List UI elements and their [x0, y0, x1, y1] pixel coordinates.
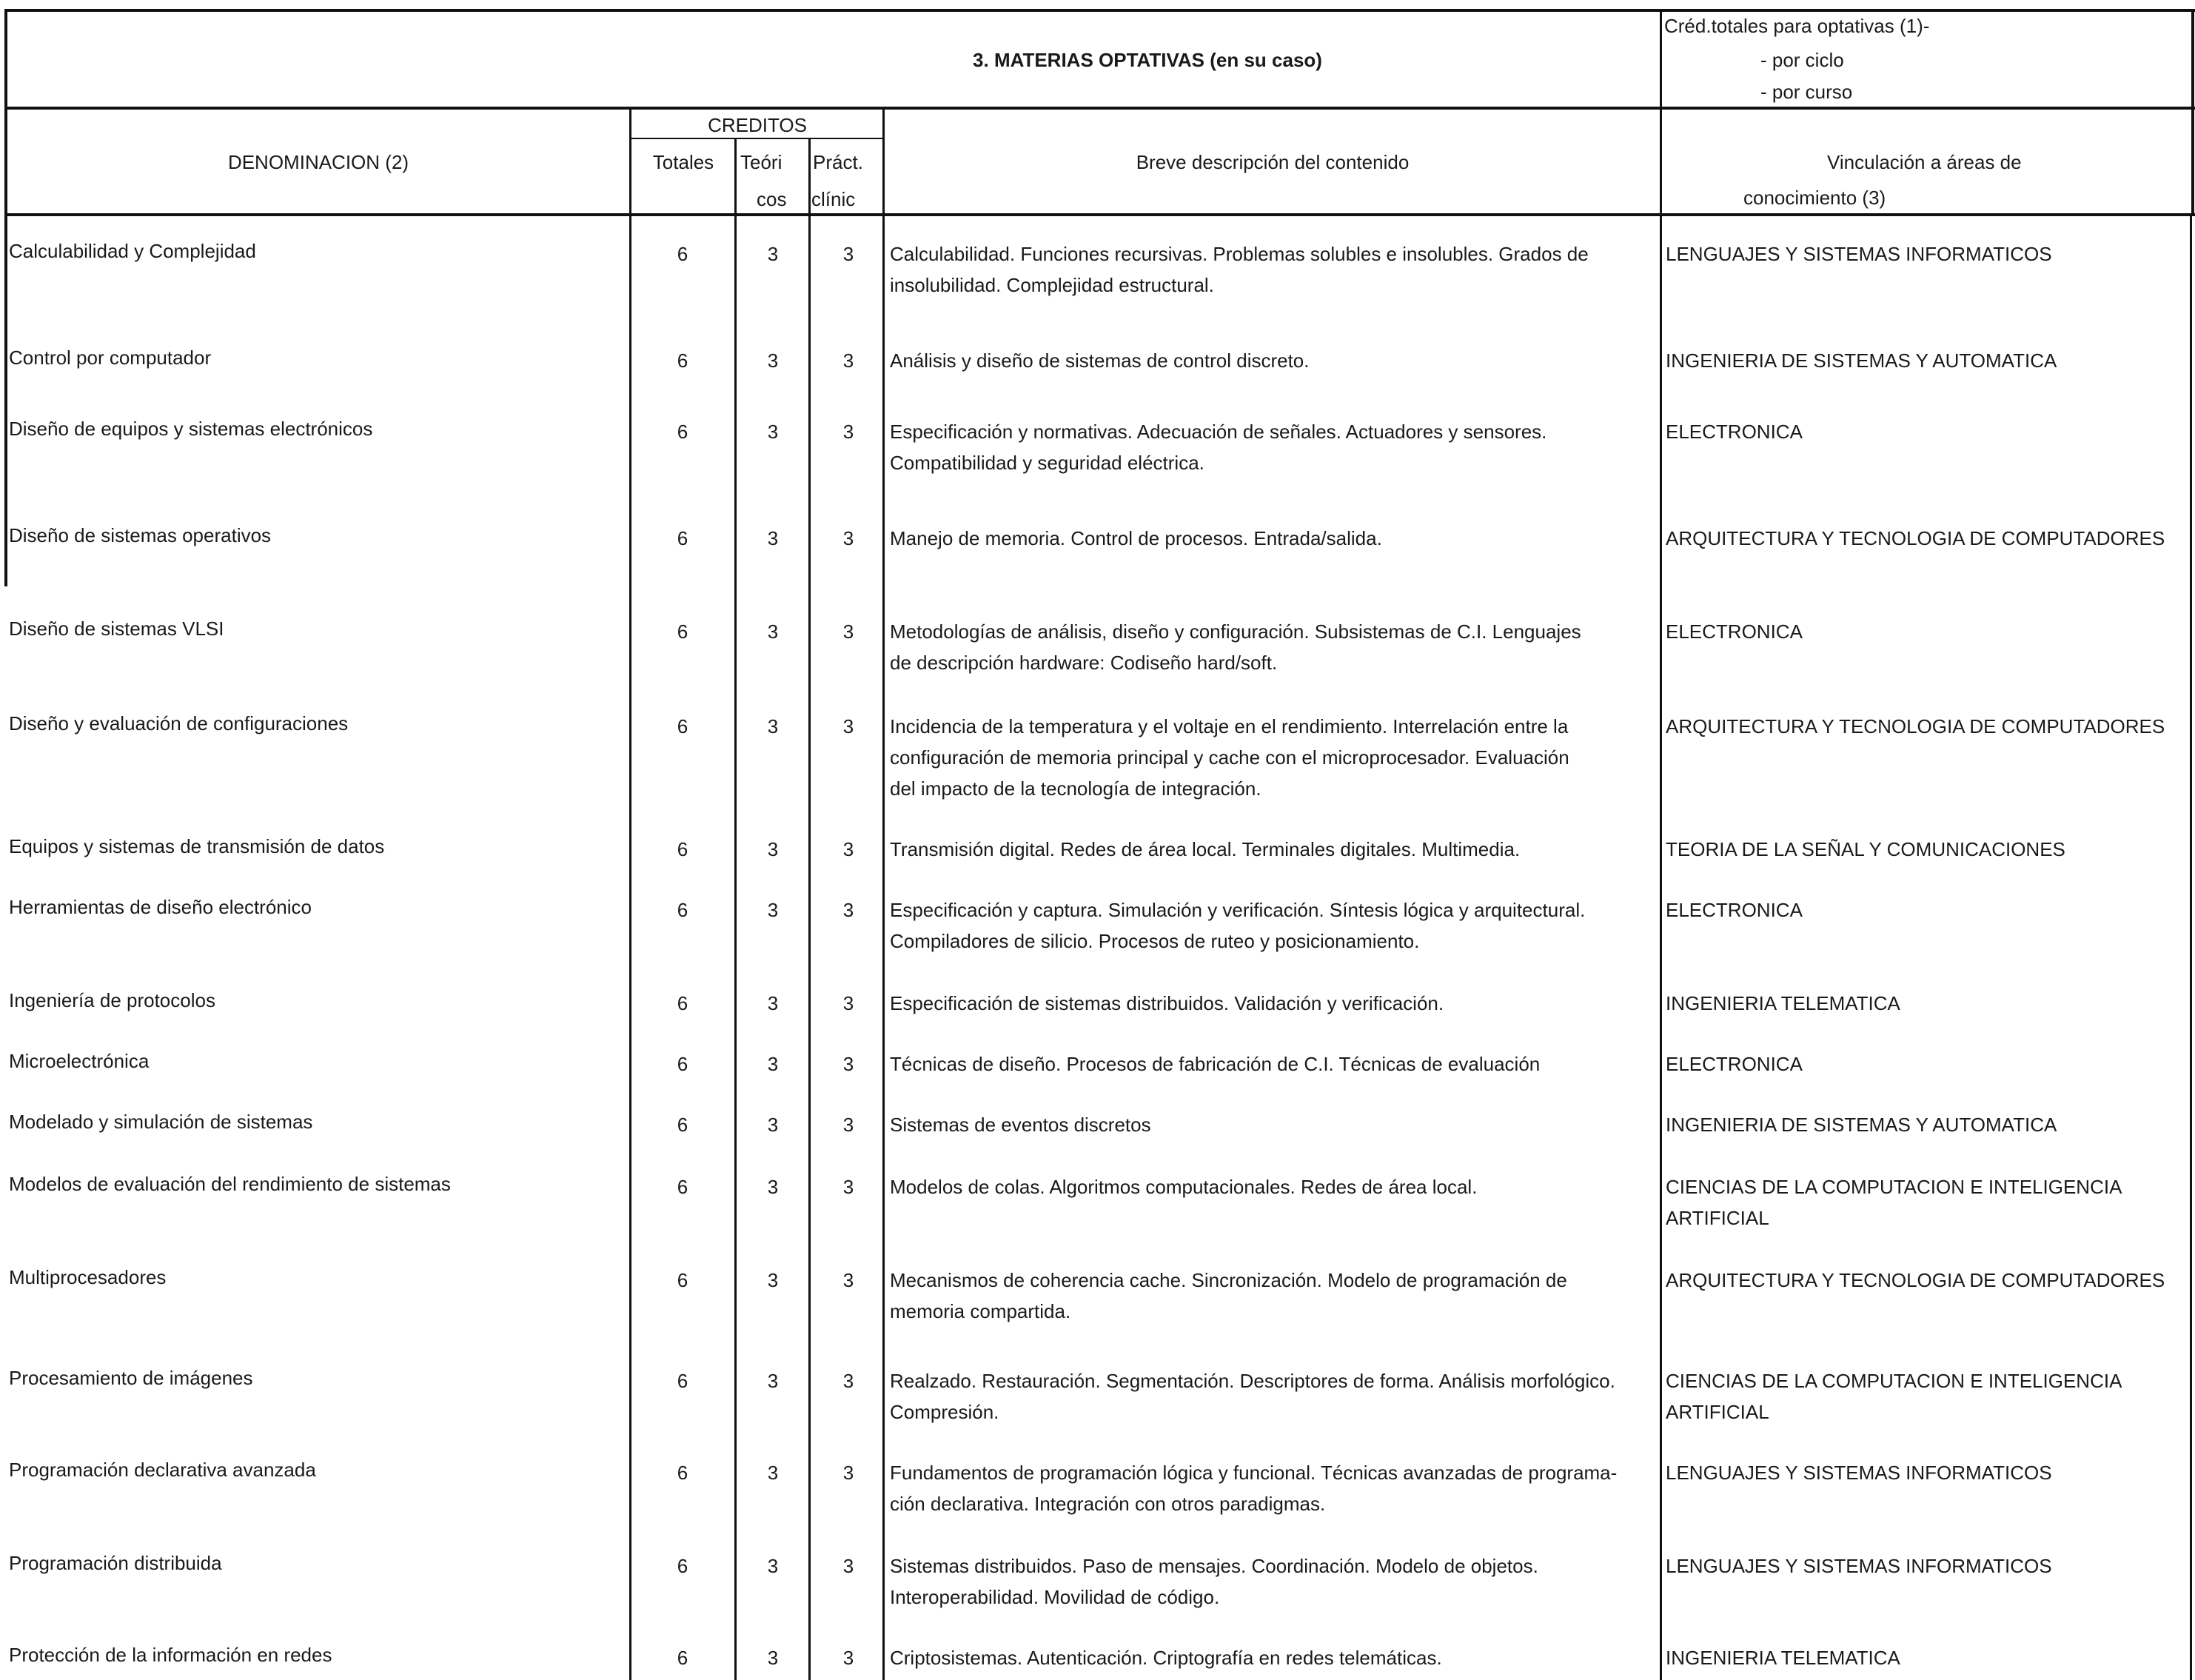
row-teoricos: 3: [767, 1370, 779, 1392]
row-area-line: ELECTRONICA: [1666, 1053, 1803, 1075]
row-totales: 6: [677, 992, 688, 1014]
row-denominacion: Equipos y sistemas de transmisión de datos: [9, 835, 385, 857]
row-area-line: LENGUAJES Y SISTEMAS INFORMATICOS: [1666, 1462, 2052, 1484]
row-totales: 6: [677, 243, 688, 265]
row-teoricos: 3: [767, 992, 779, 1014]
row-descripcion-line: Interoperabilidad. Movilidad de código.: [890, 1586, 1220, 1608]
row-descripcion-line: configuración de memoria principal y cache con el microprocesador. Evaluación: [890, 746, 1569, 769]
row-denominacion: Ingeniería de protocolos: [9, 989, 215, 1011]
row-practicos: 3: [842, 715, 854, 737]
row-totales: 6: [677, 899, 688, 921]
col-denominacion: DENOMINACION (2): [227, 151, 409, 173]
row-practicos: 3: [842, 527, 854, 549]
row-descripcion-line: memoria compartida.: [890, 1300, 1071, 1322]
row-teoricos: 3: [767, 1462, 779, 1484]
col-descripcion: Breve descripción del contenido: [1136, 151, 1410, 173]
row-descripcion-line: insolubilidad. Complejidad estructural.: [890, 274, 1214, 296]
row-teoricos: 3: [767, 1647, 779, 1669]
row-area-line: ARQUITECTURA Y TECNOLOGIA DE COMPUTADORES: [1666, 715, 2165, 737]
row-area-line: LENGUAJES Y SISTEMAS INFORMATICOS: [1666, 1555, 2052, 1577]
row-descripcion-line: Especificación de sistemas distribuidos. Validación y verificación.: [890, 992, 1444, 1014]
row-denominacion: Protección de la información en redes: [9, 1644, 332, 1666]
row-denominacion: Herramientas de diseño electrónico: [9, 896, 312, 918]
row-denominacion: Control por computador: [9, 347, 212, 369]
rule-header-bottom: [6, 107, 2195, 110]
row-practicos: 3: [842, 243, 854, 265]
row-denominacion: Diseño de equipos y sistemas electrónicos: [9, 418, 373, 440]
row-denominacion: Modelos de evaluación del rendimiento de sistemas: [9, 1173, 451, 1195]
row-totales: 6: [677, 1114, 688, 1136]
row-totales: 6: [677, 715, 688, 737]
row-area-line: ARTIFICIAL: [1666, 1401, 1769, 1423]
row-totales: 6: [677, 421, 688, 443]
row-descripcion-line: Técnicas de diseño. Procesos de fabricación de C.I. Técnicas de evaluación: [890, 1053, 1541, 1075]
row-denominacion: Diseño de sistemas VLSI: [9, 618, 224, 640]
row-area-line: ELECTRONICA: [1666, 899, 1803, 921]
row-area-line: ARQUITECTURA Y TECNOLOGIA DE COMPUTADORES: [1666, 527, 2165, 549]
por-curso-label: - por curso: [1760, 81, 1853, 103]
row-practicos: 3: [842, 838, 854, 860]
row-practicos: 3: [842, 1269, 854, 1291]
row-practicos: 3: [842, 421, 854, 443]
row-practicos: 3: [842, 1176, 854, 1198]
row-descripcion-line: Análisis y diseño de sistemas de control discreto.: [890, 349, 1310, 372]
rule-right-body: [2190, 216, 2192, 1680]
row-descripcion-line: Fundamentos de programación lógica y funcional. Técnicas avanzadas de programa-: [890, 1462, 1618, 1484]
row-denominacion: Programación distribuida: [9, 1552, 222, 1574]
row-descripcion-line: Compatibilidad y seguridad eléctrica.: [890, 452, 1204, 474]
row-totales: 6: [677, 349, 688, 372]
row-area-line: INGENIERIA TELEMATICA: [1666, 992, 1900, 1014]
row-descripcion-line: Sistemas de eventos discretos: [890, 1114, 1151, 1136]
row-totales: 6: [677, 620, 688, 643]
row-teoricos: 3: [767, 1269, 779, 1291]
rule-desc-right: [1660, 9, 1662, 1680]
row-teoricos: 3: [767, 1053, 779, 1075]
rule-right-top: [2191, 9, 2194, 216]
row-totales: 6: [677, 527, 688, 549]
rule-top: [6, 9, 2195, 12]
row-practicos: 3: [842, 992, 854, 1014]
page-title: 3. MATERIAS OPTATIVAS (en su caso): [973, 49, 1322, 71]
row-denominacion: Multiprocesadores: [9, 1266, 167, 1288]
row-teoricos: 3: [767, 527, 779, 549]
row-denominacion: Procesamiento de imágenes: [9, 1367, 253, 1389]
row-descripcion-line: Compiladores de silicio. Procesos de ruteo y posicionamiento.: [890, 930, 1420, 952]
row-teoricos: 3: [767, 838, 779, 860]
rule-teori-right: [808, 138, 811, 1680]
row-descripcion-line: Metodologías de análisis, diseño y configuración. Subsistemas de C.I. Lenguajes: [890, 620, 1581, 643]
col-totales: Totales: [652, 151, 714, 173]
row-practicos: 3: [842, 1647, 854, 1669]
row-area-line: INGENIERIA TELEMATICA: [1666, 1647, 1900, 1669]
row-denominacion: Modelado y simulación de sistemas: [9, 1111, 313, 1133]
col-vinculacion-1: Vinculación a áreas de: [1827, 151, 2022, 173]
row-totales: 6: [677, 1647, 688, 1669]
row-descripcion-line: Criptosistemas. Autenticación. Criptografía en redes telemáticas.: [890, 1647, 1442, 1669]
row-area-line: CIENCIAS DE LA COMPUTACION E INTELIGENCIA: [1666, 1370, 2122, 1392]
row-practicos: 3: [842, 1053, 854, 1075]
row-descripcion-line: Especificación y captura. Simulación y verificación. Síntesis lógica y arquitectural.: [890, 899, 1586, 921]
rule-totales-right: [734, 138, 737, 1680]
row-teoricos: 3: [767, 620, 779, 643]
row-teoricos: 3: [767, 243, 779, 265]
rule-pract-right: [882, 107, 885, 1680]
row-practicos: 3: [842, 620, 854, 643]
col-practicos-2: clínic: [811, 188, 856, 210]
row-teoricos: 3: [767, 715, 779, 737]
row-area-line: TEORIA DE LA SEÑAL Y COMUNICACIONES: [1666, 838, 2065, 860]
row-descripcion-line: de descripción hardware: Codiseño hard/soft.: [890, 652, 1278, 674]
row-totales: 6: [677, 1555, 688, 1577]
rule-left: [4, 9, 7, 586]
row-practicos: 3: [842, 1114, 854, 1136]
row-descripcion-line: Transmisión digital. Redes de área local. Terminales digitales. Multimedia.: [890, 838, 1521, 860]
rule-totales-left: [629, 107, 631, 1680]
row-descripcion-line: Especificación y normativas. Adecuación de señales. Actuadores y sensores.: [890, 421, 1547, 443]
row-area-line: INGENIERIA DE SISTEMAS Y AUTOMATICA: [1666, 349, 2057, 372]
col-teoricos-2: cos: [757, 188, 787, 210]
row-area-line: ARQUITECTURA Y TECNOLOGIA DE COMPUTADORES: [1666, 1269, 2165, 1291]
row-teoricos: 3: [767, 899, 779, 921]
row-totales: 6: [677, 838, 688, 860]
row-teoricos: 3: [767, 1176, 779, 1198]
rule-columns-bottom: [6, 213, 2195, 216]
row-denominacion: Programación declarativa avanzada: [9, 1459, 316, 1481]
row-teoricos: 3: [767, 349, 779, 372]
row-descripcion-line: Sistemas distribuidos. Paso de mensajes. Coordinación. Modelo de objetos.: [890, 1555, 1538, 1577]
row-totales: 6: [677, 1269, 688, 1291]
col-teoricos-1: Teóri: [740, 151, 783, 173]
col-vinculacion-2: conocimiento (3): [1743, 187, 1886, 209]
row-practicos: 3: [842, 1462, 854, 1484]
row-totales: 6: [677, 1370, 688, 1392]
row-descripcion-line: ción declarativa. Integración con otros paradigmas.: [890, 1493, 1326, 1515]
row-teoricos: 3: [767, 1555, 779, 1577]
row-area-line: ELECTRONICA: [1666, 421, 1803, 443]
row-descripcion-line: del impacto de la tecnología de integración.: [890, 777, 1261, 800]
row-practicos: 3: [842, 1555, 854, 1577]
row-teoricos: 3: [767, 421, 779, 443]
col-practicos-1: Práct.: [813, 151, 863, 173]
row-area-line: ELECTRONICA: [1666, 620, 1803, 643]
row-descripcion-line: Incidencia de la temperatura y el voltaje en el rendimiento. Interrelación entre la: [890, 715, 1569, 737]
row-area-line: CIENCIAS DE LA COMPUTACION E INTELIGENCIA: [1666, 1176, 2122, 1198]
row-descripcion-line: Mecanismos de coherencia cache. Sincronización. Modelo de programación de: [890, 1269, 1567, 1291]
cred-totales-label: Créd.totales para optativas (1)-: [1664, 15, 1930, 37]
rule-creditos: [629, 138, 883, 139]
row-totales: 6: [677, 1053, 688, 1075]
row-totales: 6: [677, 1462, 688, 1484]
row-descripcion-line: Modelos de colas. Algoritmos computacionales. Redes de área local.: [890, 1176, 1478, 1198]
row-area-line: LENGUAJES Y SISTEMAS INFORMATICOS: [1666, 243, 2052, 265]
row-totales: 6: [677, 1176, 688, 1198]
row-descripcion-line: Manejo de memoria. Control de procesos. Entrada/salida.: [890, 527, 1382, 549]
row-practicos: 3: [842, 899, 854, 921]
row-denominacion: Microelectrónica: [9, 1050, 150, 1072]
row-practicos: 3: [842, 1370, 854, 1392]
row-descripcion-line: Calculabilidad. Funciones recursivas. Problemas solubles e insolubles. Grados de: [890, 243, 1589, 265]
row-teoricos: 3: [767, 1114, 779, 1136]
row-denominacion: Calculabilidad y Complejidad: [9, 240, 256, 262]
row-descripcion-line: Realzado. Restauración. Segmentación. Descriptores de forma. Análisis morfológico.: [890, 1370, 1615, 1392]
row-area-line: ARTIFICIAL: [1666, 1207, 1769, 1229]
row-descripcion-line: Compresión.: [890, 1401, 999, 1423]
row-practicos: 3: [842, 349, 854, 372]
row-denominacion: Diseño y evaluación de configuraciones: [9, 712, 349, 734]
row-denominacion: Diseño de sistemas operativos: [9, 524, 272, 546]
col-creditos: CREDITOS: [708, 114, 807, 136]
row-area-line: INGENIERIA DE SISTEMAS Y AUTOMATICA: [1666, 1114, 2057, 1136]
por-ciclo-label: - por ciclo: [1760, 49, 1844, 71]
